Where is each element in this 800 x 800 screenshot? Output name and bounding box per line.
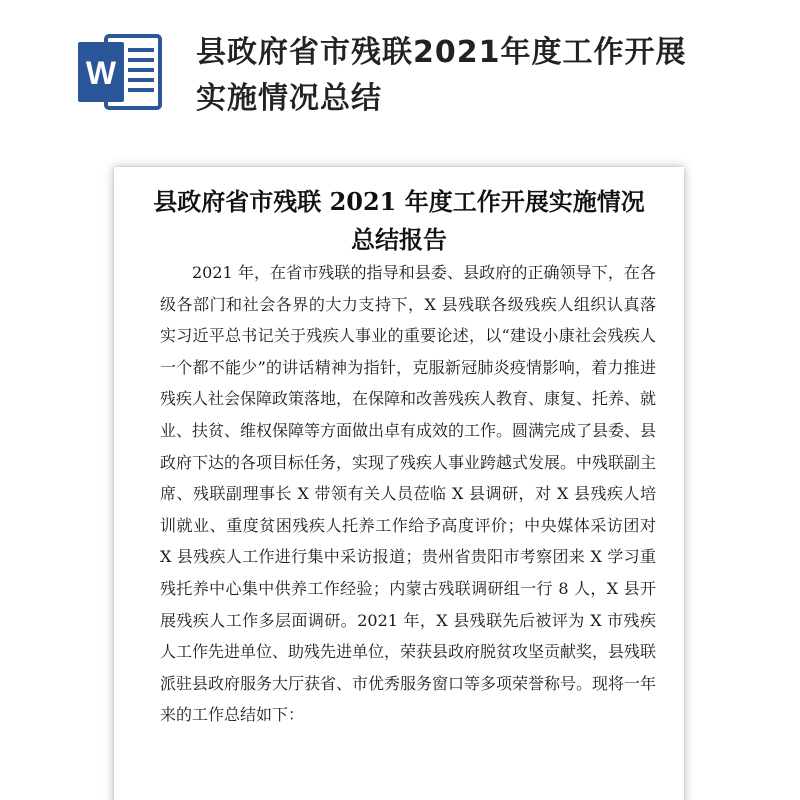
- word-document-icon: [78, 32, 164, 112]
- header-banner: [0, 0, 800, 150]
- document-title: 县政府省市残联 2021 年度工作开展实施情况总结报告: [153, 187, 645, 254]
- document-page: [114, 167, 684, 800]
- header-title: 县政府省市残联2021年度工作开展实施情况总结: [196, 35, 687, 116]
- document-paragraph: 2021 年，在省市残联的指导和县委、县政府的正确领导下，在各级各部门和社会各界的大力支持下，X 县残联各级残疾人组织认真落实习近平总书记关于残疾人事业的重要论述，以“建设小康社会残疾人一个都不能少”的讲话精神为指针，克服新冠肺炎疫情影响，着力推进残疾人社会保障政策落地，在保障和改善残疾人教育、康复、托养、就业、扶贫、维权保障等方面做出卓有成效的工作。圆满完成了县委、县政府下达的各项目标任务，实现了残疾人事业跨越式发展。中残联副主席、残联副理事长 X 带领有关人员莅临 X 县调研，对 X 县残疾人培训就业、重度贫困残疾人托养工作给予高度评价；中央媒体采访团对 X 县残疾人工作进行集中采访报道；贵州省贵阳市考察团来 X 学习重残托养中心集中供养工作经验；内蒙古残联调研组一行 8 人，X 县开展残疾人工作多层面调研。2021 年，X 县残联先后被评为 X 市残疾人工作先进单位、助残先进单位，荣获县政府脱贫攻坚贡献奖，县残联派驻县政府服务大厅获省、市优秀服务窗口等多项荣誉称号。现将一年来的工作总结如下：: [160, 263, 657, 725]
- word-icon-letter: W: [85, 55, 117, 91]
